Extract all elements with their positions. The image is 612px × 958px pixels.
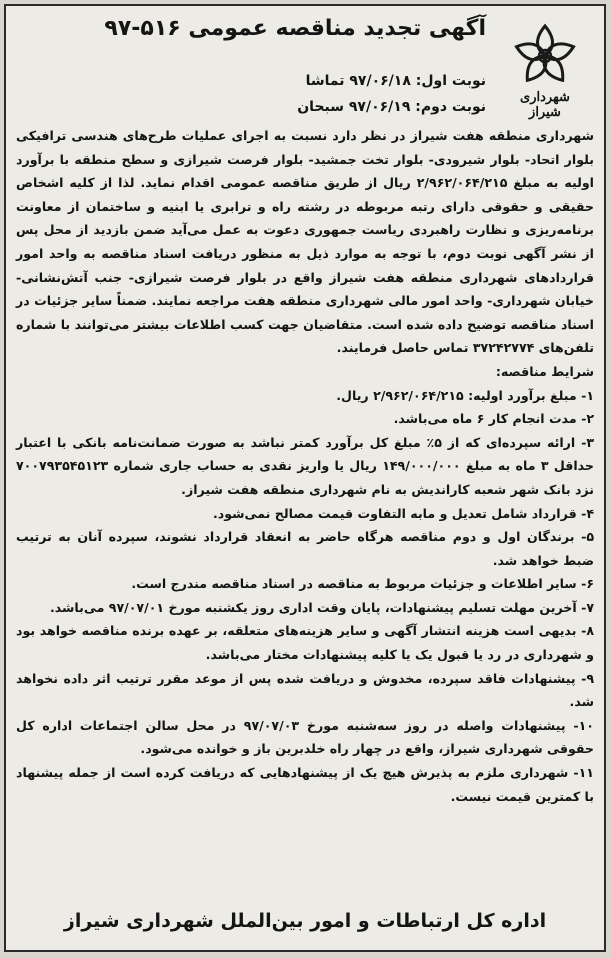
flower-emblem-icon <box>504 20 586 92</box>
tender-notice <box>4 4 606 952</box>
condition-item: ۱- مبلغ برآورد اولیه: ۲/۹۶۲/۰۶۴/۲۱۵ ریال. <box>336 387 594 403</box>
condition-item: ۵- برندگان اول و دوم مناقصه هرگاه حاضر به انعقاد قرارداد نشوند، سپرده آنان به ترتیب ضبط خواهد شد. <box>16 529 594 568</box>
notice-body <box>16 124 594 808</box>
condition-item: ۱۱- شهرداری ملزم به پذیرش هیچ یک از پیشنهادهایی که دریافت کرده است از جمله پیشنهاد با کمترین قیمت نیست. <box>16 765 594 804</box>
condition-item: ۷- آخرین مهلت تسلیم پیشنهادات، پایان وقت اداری روز یکشنبه مورخ ۹۷/۰۷/۰۱ می‌باشد. <box>49 599 594 615</box>
condition-item: ۸- بدیهی است هزینه انتشار آگهی و سایر هزینه‌های متعلقه، بر عهده برنده مناقصه خواهد بود و شهرداری در رد یا قبول یک یا کلیه پیشنهادات مختار می‌باشد. <box>16 623 594 663</box>
condition-item: ۳- ارائه سپرده‌ای که از ۵٪ مبلغ کل برآورد کمتر نباشد به صورت ضمانت‌نامه بانکی با اعتبار حداقل ۳ ماه به مبلغ ۱۴۹/۰۰۰/۰۰۰ ریال یا واریز نقدی به حساب جاری شماره ۷۰۰۷۹۳۵۴۵۱۲۳ نزد بانک شهر شعبه کارانديش به نام شهرداری منطقه هفت شیراز. <box>16 434 595 497</box>
condition-item: ۱۰- پیشنهادات واصله در روز سه‌شنبه مورخ ۹۷/۰۷/۰۳ در محل سالن اجتماعات اداره کل حقوقی شهرداری شیراز، واقع در چهار راه خلدبرین باز و خوانده می‌شود. <box>16 717 594 757</box>
issuer-footer: اداره کل ارتباطات و امور بین‌الملل شهرداری شیراز <box>63 910 547 932</box>
logo-text: شهرداری شیراز <box>520 90 570 120</box>
notice-title: آگهی تجدید مناقصه عمومی ۵۱۶-۹۷ <box>104 16 486 41</box>
shiraz-municipality-logo <box>504 20 586 130</box>
second-round-date: نوبت دوم: ۹۷/۰۶/۱۹ سبحان <box>297 99 486 115</box>
condition-item: ۲- مدت انجام کار ۶ ماه می‌باشد. <box>393 411 594 427</box>
condition-item: ۶- سایر اطلاعات و جزئیات مربوط به مناقصه در اسناد مناقصه مندرج است. <box>131 576 594 592</box>
intro-paragraph: شهرداری منطقه هفت شیراز در نظر دارد نسبت به اجرای عملیات طرح‌های هندسی ترافیکی بلوار اتحاد- بلوار شیرودی- بلوار تخت جمشید- بلوار فرصت شیرازی و سطح منطقه با برآورد اولیه به مبلغ ۲/۹۶۲/۰۶۴/۲۱۵ ریال از طریق مناقصه عمومی اقدام نماید. لذا از کلیه اشخاص حقیقی و حقوقی دارای رتبه مربوطه در رشته راه و ترابری یا ابنیه و ساختمان از معاونت برنامه‌ریزی و نظارت راهبردی ریاست جمهوری دعوت به عمل می‌آید ضمن بازدید از محل پس از نشر آگهی نوبت دوم، با توجه به موارد ذیل به منظور دریافت اسناد مناقصه به واحد امور قراردادهای شهرداری منطقه هفت شیراز واقع در بلوار فرصت شیرازی- جنب آتش‌نشانی- خیابان شهرداری- واحد امور مالی شهرداری منطقه هفت مراجعه نمایند. ضمناً سایر جزئیات در اسناد مناقصه توضیح داده شده است. متقاضیان جهت کسب اطلاعات بیشتر می‌توانند با شماره تلفن‌های ۳۷۲۴۲۷۷۴ تماس حاصل فرمایند. <box>15 128 594 356</box>
publication-dates <box>186 68 486 120</box>
condition-item: ۹- پیشنهادات فاقد سپرده، مخدوش و دریافت شده پس از موعد مقرر ترتیب اثر داده نخواهد شد. <box>16 670 594 710</box>
first-round-date: نوبت اول: ۹۷/۰۶/۱۸ تماشا <box>305 73 486 89</box>
condition-item: ۴- قرارداد شامل تعدیل و مابه التفاوت قیمت مصالح نمی‌شود. <box>212 505 594 521</box>
conditions-title: شرایط مناقصه: <box>495 363 594 379</box>
